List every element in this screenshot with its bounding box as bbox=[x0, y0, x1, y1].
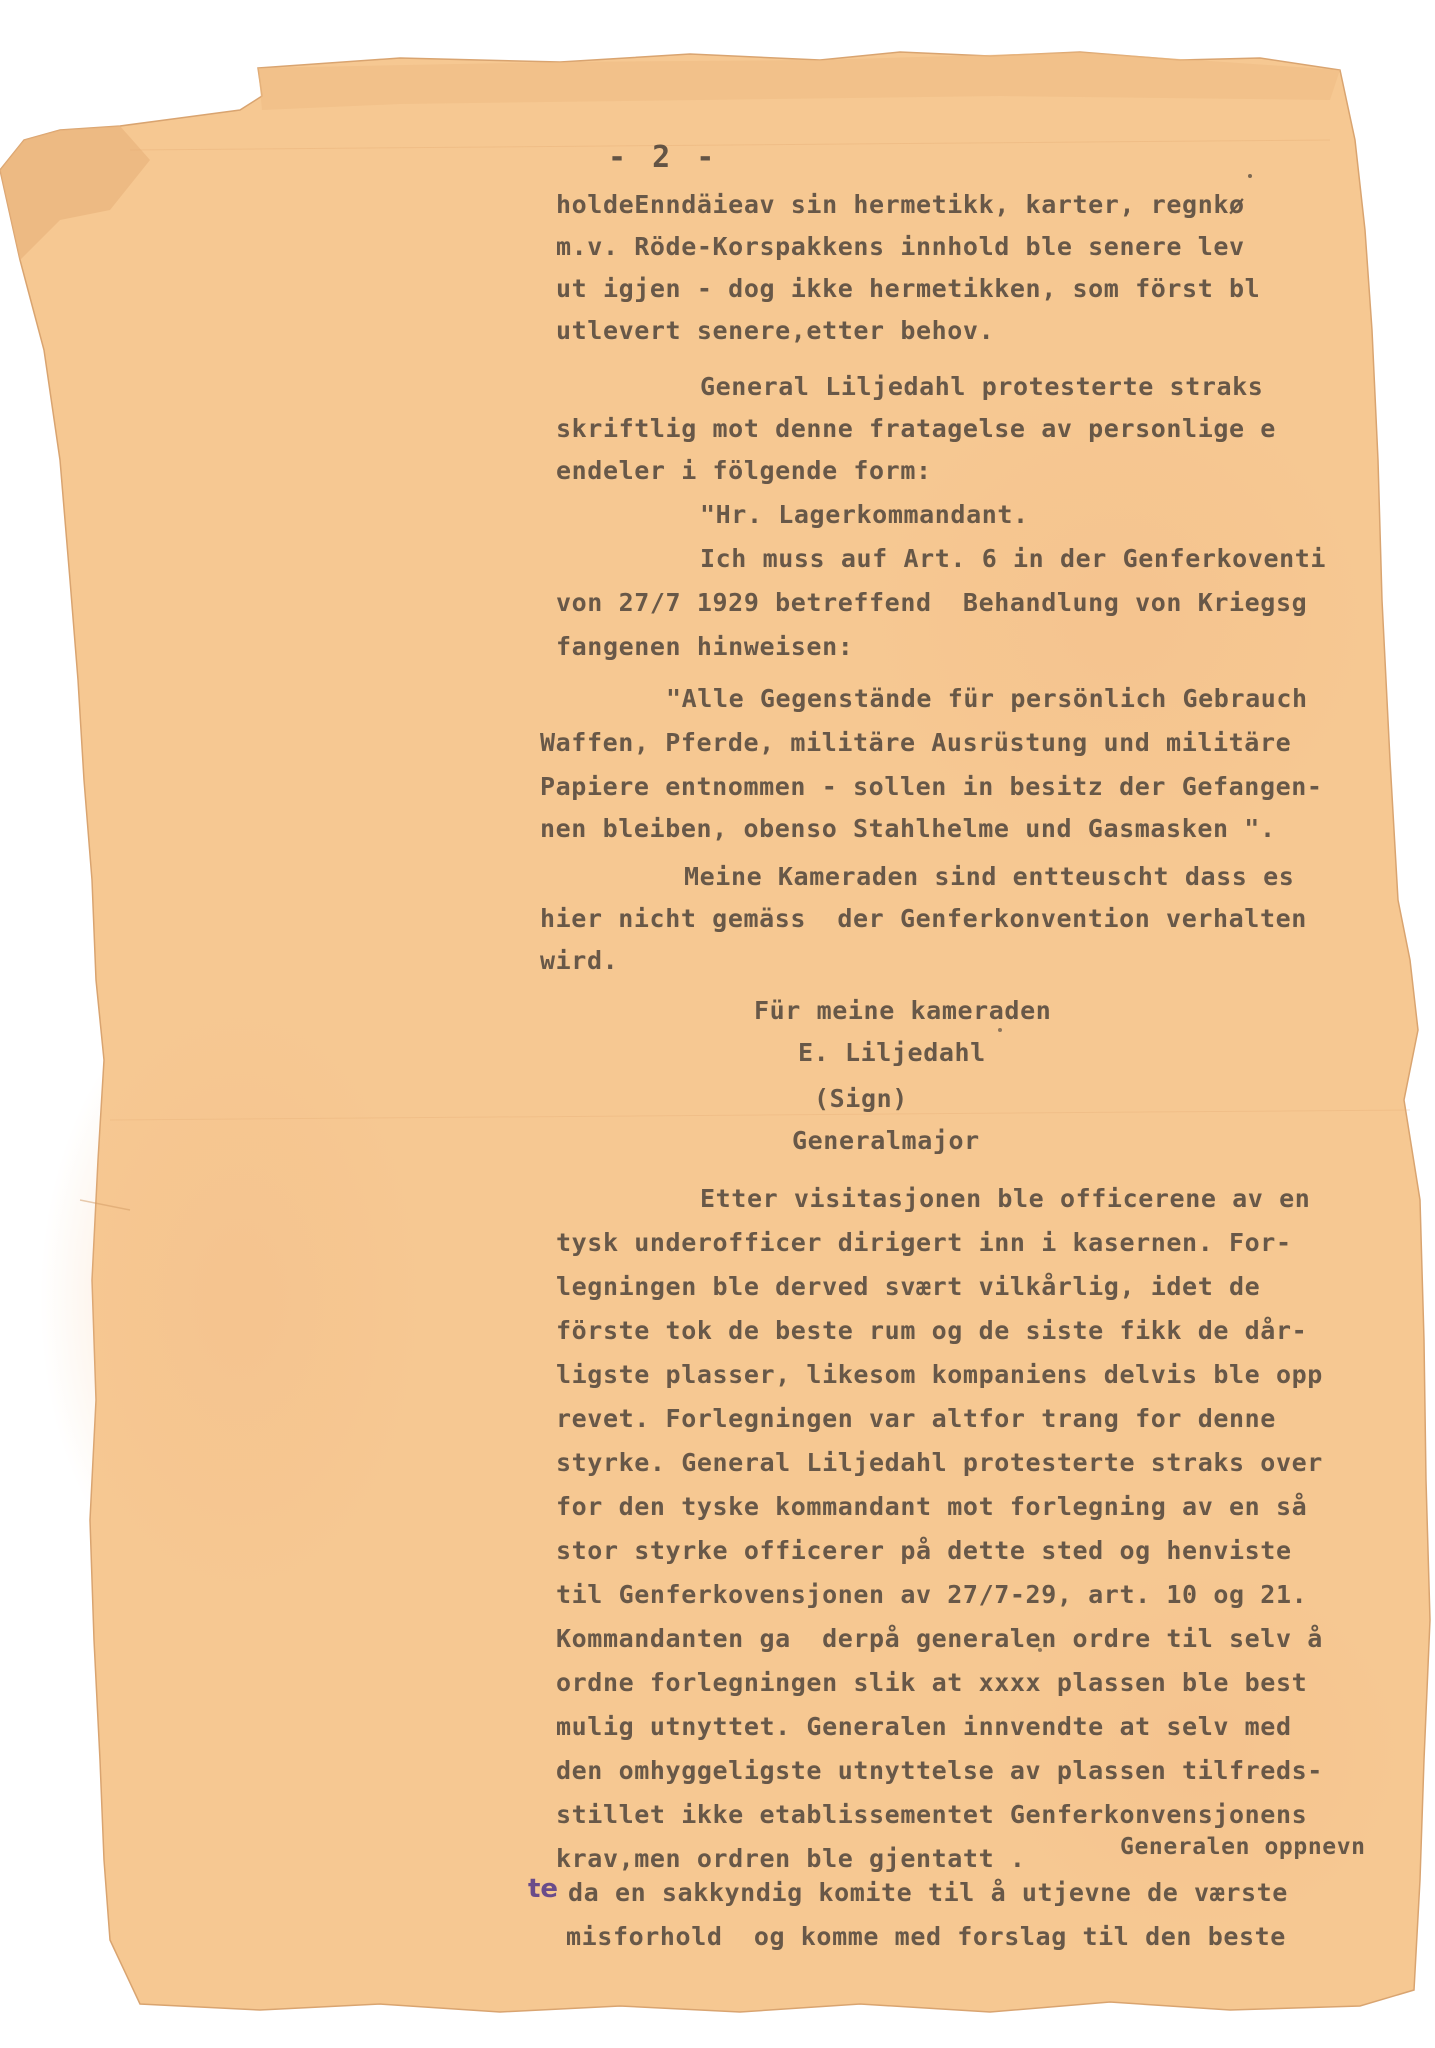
text-line: General Liljedahl protesterte straks bbox=[700, 372, 1264, 401]
text-line: Ich muss auf Art. 6 in der Genferkoventi bbox=[700, 544, 1327, 573]
signature-title: Generalmajor bbox=[792, 1126, 980, 1155]
signature-sign: (Sign) bbox=[814, 1084, 908, 1113]
text-line: for den tyske kommandant mot forlegning av en så bbox=[556, 1492, 1308, 1521]
text-line: "Hr. Lagerkommandant. bbox=[700, 500, 1029, 529]
signature-line: Für meine kameraden bbox=[754, 996, 1052, 1025]
text-line: Meine Kameraden sind entteuscht dass es bbox=[684, 862, 1295, 891]
text-line: holdeEnndäieav sin hermetikk, karter, regnkø bbox=[556, 190, 1245, 219]
text-line: den omhyggeligste utnyttelse av plassen tilfreds- bbox=[556, 1756, 1323, 1785]
text-line: Kommandanten ga derpå generalen ordre til selv å bbox=[556, 1624, 1323, 1653]
text-line: mulig utnyttet. Generalen innvendte at selv med bbox=[556, 1712, 1292, 1741]
text-line: ordne forlegningen slik at xxxx plassen ble best bbox=[556, 1668, 1308, 1697]
text-line: krav,men ordren ble gjentatt . bbox=[556, 1844, 1026, 1873]
text-line: Waffen, Pferde, militäre Ausrüstung und militäre bbox=[540, 728, 1292, 757]
text-line: til Genferkovensjonen av 27/7-29, art. 10 og 21. bbox=[556, 1580, 1308, 1609]
text-line: misforhold og komme med forslag til den beste bbox=[566, 1922, 1286, 1951]
text-line: stor styrke officerer på dette sted og henviste bbox=[556, 1536, 1292, 1565]
text-line: "Alle Gegenstände für persönlich Gebrauch bbox=[666, 684, 1308, 713]
text-line: m.v. Röde-Korspakkens innhold ble senere lev bbox=[556, 232, 1245, 261]
text-line: förste tok de beste rum og de siste fikk de dår- bbox=[556, 1316, 1308, 1345]
text-line: Papiere entnommen - sollen in besitz der Gefangen- bbox=[540, 772, 1323, 801]
text-line: wird. bbox=[540, 946, 619, 975]
text-line: stillet ikke etablissementet Genferkonvensjonens bbox=[556, 1800, 1308, 1829]
text-line: von 27/7 1929 betreffend Behandlung von Kriegsg bbox=[556, 588, 1308, 617]
text-line: legningen ble derved svært vilkårlig, idet de bbox=[556, 1272, 1261, 1301]
text-line: utlevert senere,etter behov. bbox=[556, 316, 995, 345]
text-line: da en sakkyndig komite til å utjevne de værste bbox=[568, 1878, 1288, 1907]
text-line: tysk underofficer dirigert inn i kasernen. For- bbox=[556, 1228, 1292, 1257]
handwritten-insertion: te bbox=[528, 1874, 559, 1904]
text-line: nen bleiben, obenso Stahlhelme und Gasmasken ". bbox=[540, 814, 1276, 843]
text-line: fangenen hinweisen: bbox=[556, 632, 854, 661]
text-line-raised: Generalen oppnevn bbox=[1120, 1834, 1366, 1860]
text-line: ut igjen - dog ikke hermetikken, som först bl bbox=[556, 274, 1261, 303]
text-line: hier nicht gemäss der Genferkonvention verhalten bbox=[540, 904, 1307, 933]
text-line: styrke. General Liljedahl protesterte straks over bbox=[556, 1448, 1323, 1477]
text-line: skriftlig mot denne fratagelse av personlige e bbox=[556, 414, 1276, 443]
text-line: revet. Forlegningen var altfor trang for denne bbox=[556, 1404, 1276, 1433]
signature-name: E. Liljedahl bbox=[798, 1038, 986, 1067]
text-line: Etter visitasjonen ble officerene av en bbox=[700, 1184, 1311, 1213]
text-line: endeler i fölgende form: bbox=[556, 456, 932, 485]
text-line: ligste plasser, likesom kompaniens delvis ble opp bbox=[556, 1360, 1323, 1389]
page-number: - 2 - bbox=[608, 140, 719, 175]
